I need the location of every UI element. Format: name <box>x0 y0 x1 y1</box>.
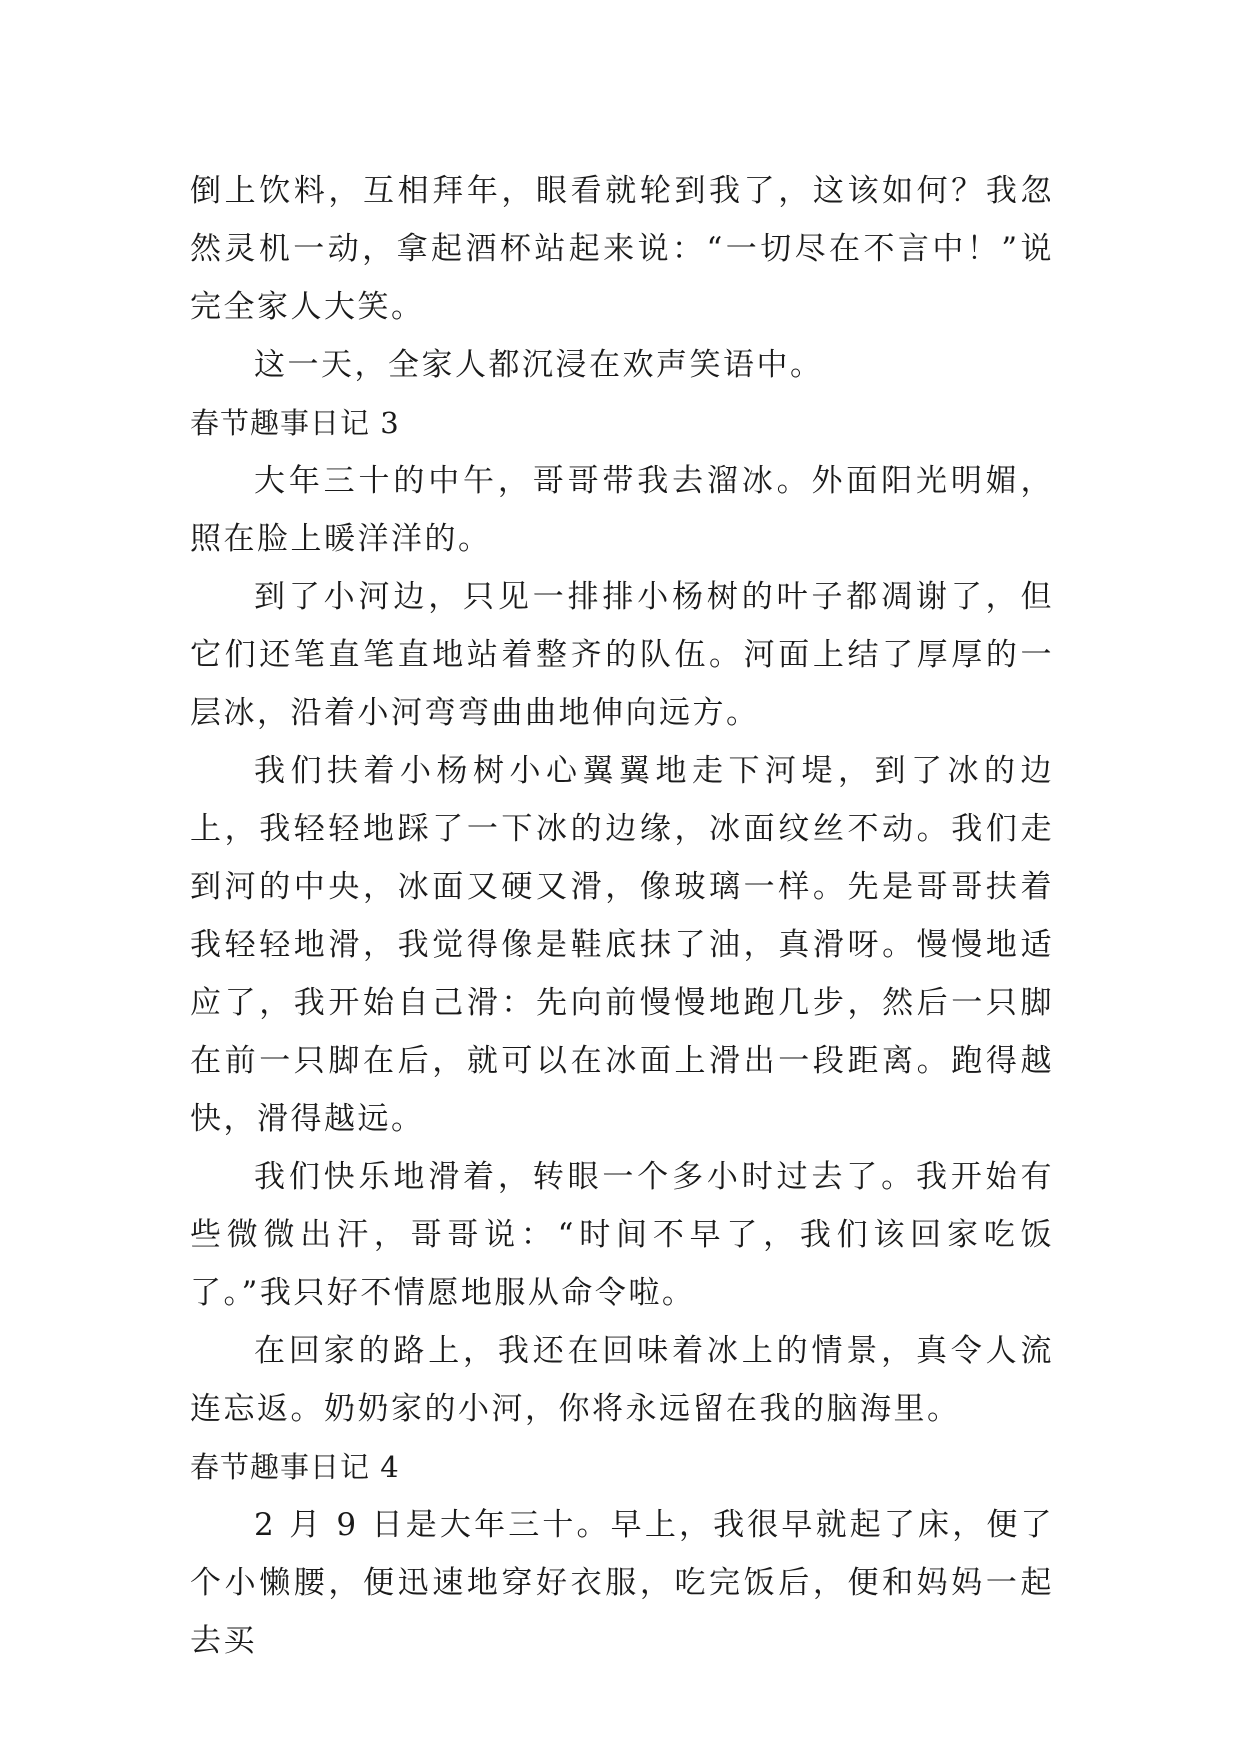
document-body <box>190 162 1054 1670</box>
paragraph: 我们扶着小杨树小心翼翼地走下河堤，到了冰的边上，我轻轻地踩了一下冰的边缘，冰面纹丝不动。我们走到河的中央，冰面又硬又滑，像玻璃一样。先是哥哥扶着我轻轻地滑，我觉得像是鞋底抹了油，真滑呀。慢慢地适应了，我开始自己滑：先向前慢慢地跑几步，然后一只脚在前一只脚在后，就可以在冰面上滑出一段距离。跑得越快，滑得越远。 <box>190 753 1054 1137</box>
paragraph: 这一天，全家人都沉浸在欢声笑语中。 <box>254 347 824 383</box>
paragraph: 到了小河边，只见一排排小杨树的叶子都凋谢了，但它们还笔直笔直地站着整齐的队伍。河面上结了厚厚的一层冰，沿着小河弯弯曲曲地伸向远方。 <box>190 579 1054 731</box>
diary-heading: 春节趣事日记 4 <box>190 1450 400 1484</box>
paragraph: 我们快乐地滑着，转眼一个多小时过去了。我开始有些微微出汗，哥哥说：“时间不早了，我们该回家吃饭了。”我只好不情愿地服从命令啦。 <box>190 1159 1054 1311</box>
paragraph: 2 月 9 日是大年三十。早上，我很早就起了床，便了个小懒腰，便迅速地穿好衣服，吃完饭后，便和妈妈一起去买 <box>190 1507 1054 1659</box>
paragraph: 大年三十的中午，哥哥带我去溜冰。外面阳光明媚，照在脸上暖洋洋的。 <box>190 463 1054 557</box>
paragraph: 倒上饮料，互相拜年，眼看就轮到我了，这该如何？我忽然灵机一动，拿起酒杯站起来说：“一切尽在不言中！”说完全家人大笑。 <box>190 173 1054 325</box>
diary-heading: 春节趣事日记 3 <box>190 406 400 440</box>
paragraph: 在回家的路上，我还在回味着冰上的情景，真令人流连忘返。奶奶家的小河，你将永远留在我的脑海里。 <box>190 1333 1054 1427</box>
